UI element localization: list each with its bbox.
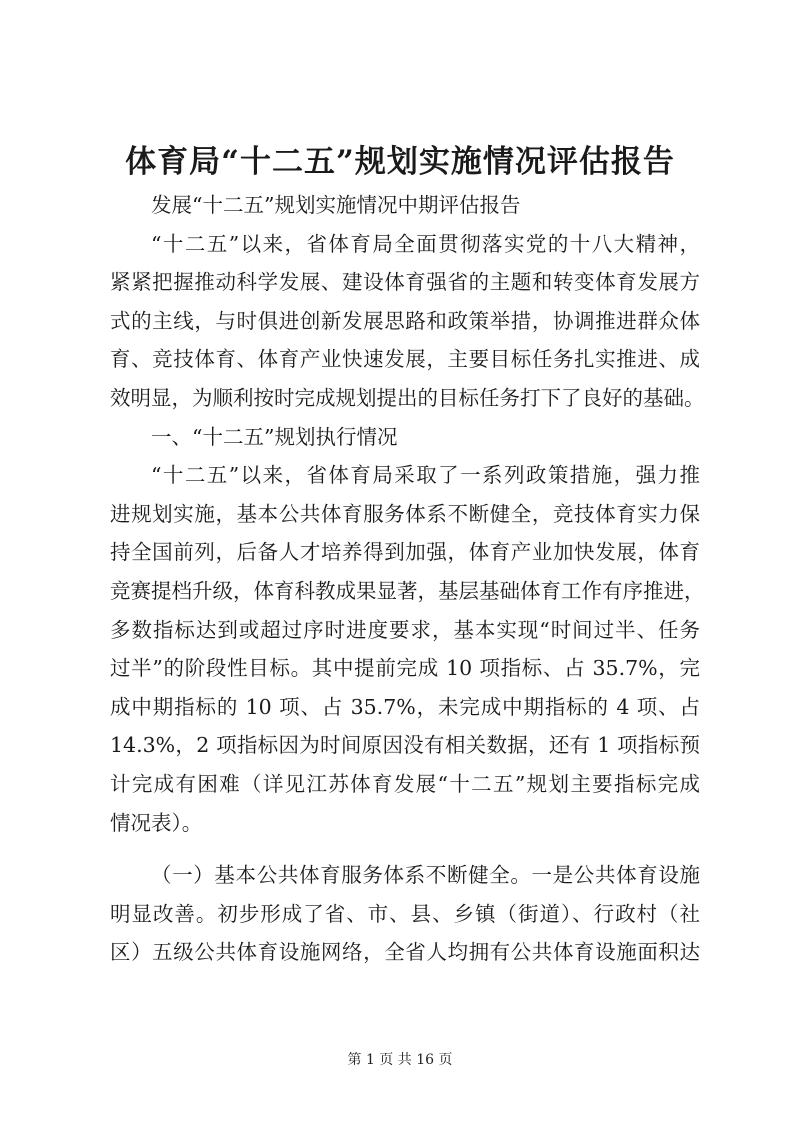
- paragraph-2-line: 持全国前列，后备人才培养得到加强，体育产业加快发展，体育: [110, 540, 700, 565]
- paragraph-2-line: 成中期指标的 10 项、占 35.7%，未完成中期指标的 4 项、占: [110, 694, 700, 719]
- paragraph-1-line: 紧紧把握推动科学发展、建设体育强省的主题和转变体育发展方: [110, 270, 700, 295]
- paragraph-3-line: 区）五级公共体育设施网络，全省人均拥有公共体育设施面积达: [110, 940, 700, 965]
- document-body: [110, 186, 705, 972]
- paragraph-2-line: 14.3%，2 项指标因为时间原因没有相关数据，还有 1 项指标预: [110, 733, 700, 758]
- paragraph-3-line: （一）基本公共体育服务体系不断健全。一是公共体育设施: [151, 863, 700, 888]
- page-footer: [0, 1050, 800, 1070]
- paragraph-2-line: 竞赛提档升级，体育科教成果显著，基层基础体育工作有序推进，: [110, 578, 705, 603]
- paragraph-gap: [110, 842, 700, 856]
- paragraph-1-line: 式的主线，与时俱进创新发展思路和政策举措，协调推进群众体: [110, 308, 700, 333]
- section-1-heading: 一、“十二五”规划执行情况: [151, 424, 398, 449]
- paragraph-1-line: “十二五”以来，省体育局全面贯彻落实党的十八大精神，: [151, 231, 700, 256]
- paragraph-2-line: 情况表）。: [110, 810, 203, 835]
- document-subtitle: 发展“十二五”规划实施情况中期评估报告: [151, 193, 521, 217]
- paragraph-2-line: “十二五”以来，省体育局采取了一系列政策措施，强力推: [151, 463, 700, 488]
- paragraph-2-line: 过半”的阶段性目标。其中提前完成 10 项指标、占 35.7%，完: [110, 656, 700, 681]
- page-number-label: 第 1 页 共 16 页: [347, 1052, 453, 1068]
- paragraph-2-line: 计完成有困难（详见江苏体育发展“十二五”规划主要指标完成: [110, 771, 700, 796]
- paragraph-2-line: 进规划实施，基本公共体育服务体系不断健全，竞技体育实力保: [110, 501, 700, 526]
- paragraph-1-line: 育、竞技体育、体育产业快速发展，主要目标任务扎实推进、成: [110, 347, 700, 372]
- paragraph-3-line: 明显改善。初步形成了省、市、县、乡镇（街道）、行政村（社: [110, 901, 700, 926]
- paragraph-2-line: 多数指标达到或超过序时进度要求，基本实现“时间过半、任务: [110, 617, 700, 642]
- paragraph-1-line: 效明显，为顺利按时完成规划提出的目标任务打下了良好的基础。: [110, 385, 705, 410]
- document-title: 体育局“十二五”规划实施情况评估报告: [125, 144, 675, 180]
